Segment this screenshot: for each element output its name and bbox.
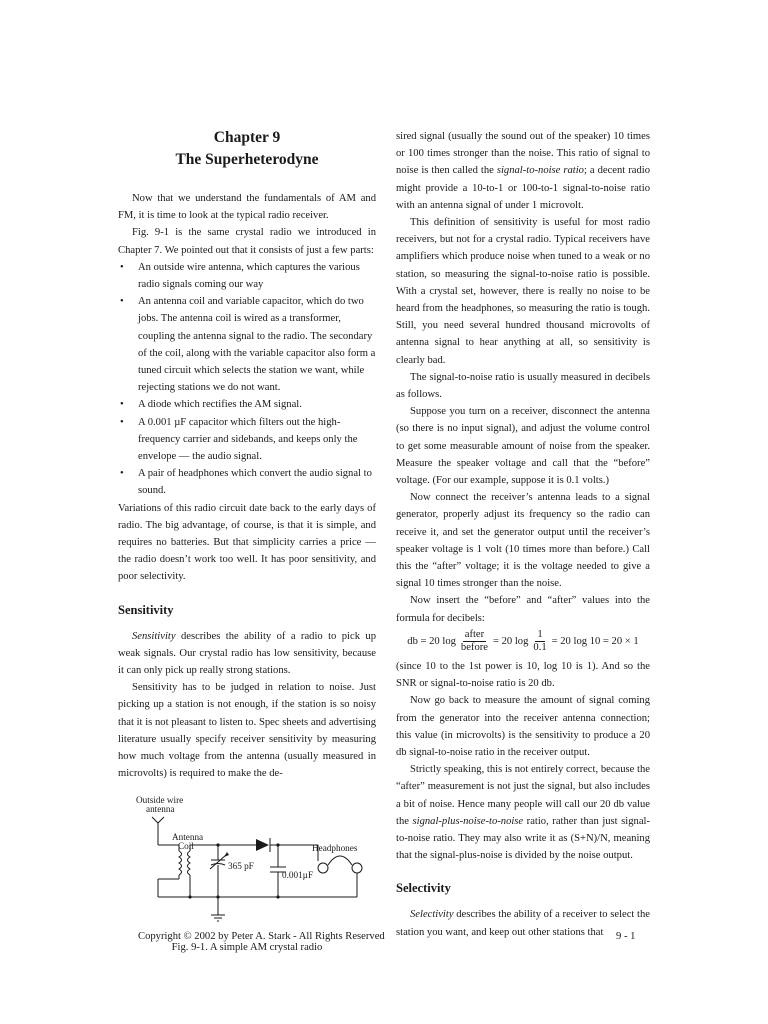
right-column xyxy=(396,128,650,941)
formula-rhs: = 20 log 10 = 20 × 1 xyxy=(551,635,639,647)
fraction-one-tenth xyxy=(531,629,548,654)
crystal-radio-figure xyxy=(118,789,376,939)
headphone-left xyxy=(318,863,328,873)
copyright-footer: Copyright © 2002 by Peter A. Stark - All Rights Reserved xyxy=(138,931,385,942)
sensitivity-noise-paragraph: Sensitivity has to be judged in relation to noise. Just picking up a station is not enough, if the station is so noisy that it is not pleasant to listen to. Spec sheets and advertising literature usually specify receiver sensitivity by measuring how much voltage from the antenna (usually measured in microvolts) is required to make the de- xyxy=(118,682,376,780)
intro-paragraph: Now that we understand the fundamentals of AM and FM, it is time to look at the typical radio receiver. xyxy=(118,193,376,222)
chapter-number: Chapter 9 xyxy=(213,129,281,146)
connect-paragraph: Now connect the receiver’s antenna leads to a signal generator, properly adjust its frequency so the radio can receive it, and set the generator output until the receiver’s speaker voltage is 1 volt (10 times more than before.) Call this the “after” voltage; it is the voltage needed to give a signal 10 times stronger than the noise. xyxy=(396,492,650,590)
goback-paragraph: Now go back to measure the amount of signal coming from the generator into the receiver antenna connection; this value (in microvolts) is the sensitivity to produce a 20 db signal-to-noise ratio in the receiver output. xyxy=(396,695,650,758)
variations-paragraph: Variations of this radio circuit date back to the early days of radio. The big advantage, of course, is that it is simple, and requires no batteries. But that simplicity carries a price — the radio doesn’t work too well. It has poor sensitivity, and poor selectivity. xyxy=(118,502,376,583)
coil-primary xyxy=(179,851,182,875)
sensitivity-text: describes the ability of a radio to pick up weak signals. Our crystal radio has low sensitivity, because it can only pick up really strong stations. xyxy=(118,630,376,677)
selectivity-term: Selectivity xyxy=(410,909,454,921)
left-column xyxy=(118,128,376,956)
insert-paragraph: Now insert the “before” and “after” values into the formula for decibels: xyxy=(396,595,650,624)
antenna-coil-label-2: Coil xyxy=(178,840,194,851)
headphones-label: Headphones xyxy=(312,842,358,853)
chapter-title: The Superheterodyne xyxy=(175,151,319,168)
list-item: • A diode which rectifies the AM signal. xyxy=(118,396,376,413)
snr-term: signal-to-noise ratio xyxy=(496,165,584,177)
list-item: • A 0.001 µF capacitor which filters out the high-frequency carrier and sidebands, and keeps only the envelope — the audio signal. xyxy=(118,414,376,466)
fig-intro-paragraph: Fig. 9-1 is the same crystal radio we introduced in Chapter 7. We pointed out that it consists of just a few parts: xyxy=(118,227,376,256)
fraction-denominator: before xyxy=(460,641,488,653)
sensitivity-paragraph xyxy=(118,628,376,680)
decibels-paragraph: The signal-to-noise ratio is usually measured in decibels as follows. xyxy=(396,371,650,401)
snnr-term: signal-plus-noise-to-noise xyxy=(412,815,524,827)
continuation-paragraph: sired signal (usually the sound out of the speaker) 10 times or 100 times stronger than the noise. This ratio of signal to noise is then called the signal-to-noise ratio; a decent radio might provide a 10-to-1 or 100-to-1 signal-to-noise ratio with an antenna signal of under 1 microvolt. xyxy=(396,131,650,211)
selectivity-heading: Selectivity xyxy=(396,881,451,896)
suppose-paragraph: Suppose you turn on a receiver, disconnect the antenna (so there is no input signal), and adjust the volume control to get some measurable amount of noise from the speaker. Measure the speaker voltage and call that the “before” voltage. (For our example, suppose it is 0.1 volts.) xyxy=(396,406,650,487)
sensitivity-heading: Sensitivity xyxy=(118,602,174,617)
coil-secondary xyxy=(188,851,191,875)
antenna-coil-label-1: Antenna xyxy=(172,831,204,842)
figure-caption: Fig. 9-1. A simple AM crystal radio xyxy=(171,941,323,953)
antenna-symbol xyxy=(152,817,164,823)
filter-capacitor-label: 0.001µF xyxy=(282,869,314,880)
fraction-after-before xyxy=(459,629,490,654)
diode-symbol xyxy=(256,839,269,851)
fraction-numerator: after xyxy=(464,628,485,640)
since-paragraph: (since 10 to the 1st power is 10, log 10 is 1). And so the SNR or signal-to-noise ratio is 20 db. xyxy=(396,660,650,690)
definition-paragraph: This definition of sensitivity is useful for most radio receivers, but not for a crystal radio. Typical receivers have amplifiers which produce noise when tuned to a weak or no station, so measuring the signal-to-noise ratio is possible. With a crystal set, however, there is really no noise to be heard from the headphones, so measuring the ratio is tough. Still, you need several hundred thousand microvolts of antenna signal to hear anything at all, so sensitivity is clearly bad. xyxy=(396,217,650,366)
parts-list xyxy=(118,259,376,500)
selectivity-paragraph: Selectivity describes the ability of a receiver to select the station you want, and keep out other stations that xyxy=(396,909,650,938)
list-item: • A pair of headphones which convert the audio signal to sound. xyxy=(118,465,376,499)
antenna-label: antenna xyxy=(146,803,175,814)
variable-capacitor-label: 365 pF xyxy=(228,860,254,871)
outside-wire-label: Outside wire xyxy=(136,794,184,805)
formula-lhs: db = 20 log xyxy=(407,635,456,647)
list-item: • An antenna coil and variable capacitor, which do two jobs. The antenna coil is wired as a transformer, coupling the antenna signal to the radio. The secondary of the coil, along with the variable capacitor also form a tuned circuit which selects the station we want, while rejecting stations we do not want. xyxy=(118,293,376,396)
formula-mid: = 20 log xyxy=(492,635,529,647)
fraction-denominator: 0.1 xyxy=(533,641,547,653)
sensitivity-term: Sensitivity xyxy=(132,630,176,642)
fraction-numerator: 1 xyxy=(537,628,543,640)
decibel-formula xyxy=(396,629,650,654)
page-number: 9 - 1 xyxy=(616,931,636,942)
strictly-paragraph: Strictly speaking, this is not entirely correct, because the “after” measurement is not just the signal, but also includes a bit of noise. Hence many people will call our 20 db value the signal-plus-noise-to-noise ratio, rather than just signal-to-noise ratio. They may also write it as (S+N)/N, meaning that the signal-plus-noise is divided by the noise output. xyxy=(396,764,651,862)
headphone-right xyxy=(352,863,362,873)
list-item: • An outside wire antenna, which captures the various radio signals coming our way xyxy=(118,259,376,293)
